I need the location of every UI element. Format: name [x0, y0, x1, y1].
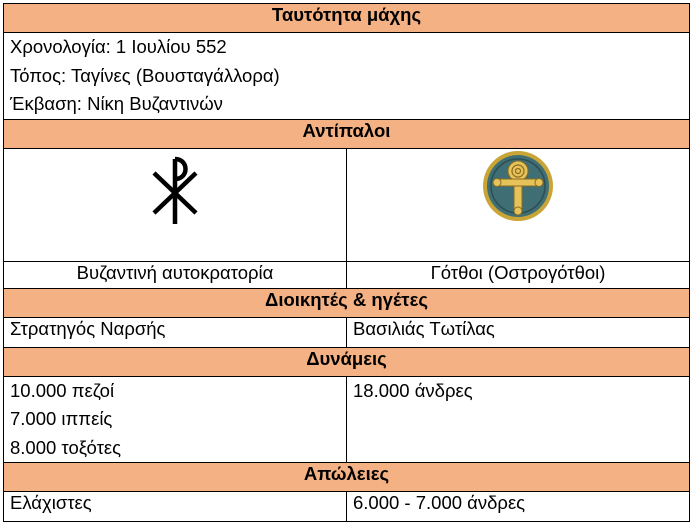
byzantine-emblem-cell	[4, 148, 347, 261]
gothic-seal-icon	[481, 149, 555, 223]
side-name-goths: Γότθοι (Οστρογότθοι)	[347, 261, 690, 288]
section-header-opponents: Αντίπαλοι	[4, 119, 690, 148]
battle-info	[4, 33, 690, 120]
side-name-byzantine: Βυζαντινή αυτοκρατορία	[4, 261, 347, 288]
losses-goths: 6.000 - 7.000 άνδρες	[347, 492, 690, 522]
battle-infobox	[3, 3, 690, 522]
chi-rho-icon	[145, 149, 205, 229]
battle-place: Τόπος: Ταγίνες (Βουσταγάλλορα)	[10, 64, 280, 86]
commander-goths: Βασιλιάς Τωτίλας	[347, 317, 690, 347]
forces-item: 7.000 ιππείς	[10, 408, 113, 429]
forces-item: 10.000 πεζοί	[10, 379, 115, 401]
section-header-commanders: Διοικητές & ηγέτες	[4, 288, 690, 317]
forces-goths	[347, 376, 690, 463]
losses-byzantine: Ελάχιστες	[4, 492, 347, 522]
battle-date: Χρονολογία: 1 Ιουλίου 552	[10, 36, 227, 57]
section-header-losses: Απώλειες	[4, 463, 690, 492]
forces-item: 18.000 άνδρες	[353, 379, 473, 401]
section-header-identity: Ταυτότητα μάχης	[4, 4, 690, 33]
commander-byzantine: Στρατηγός Ναρσής	[4, 317, 347, 347]
section-header-forces: Δυνάμεις	[4, 347, 690, 376]
gothic-emblem-cell	[347, 148, 690, 261]
forces-byzantine	[4, 376, 347, 463]
battle-result: Έκβαση: Νίκη Βυζαντινών	[10, 93, 223, 114]
forces-item: 8.000 τοξότες	[10, 436, 122, 458]
